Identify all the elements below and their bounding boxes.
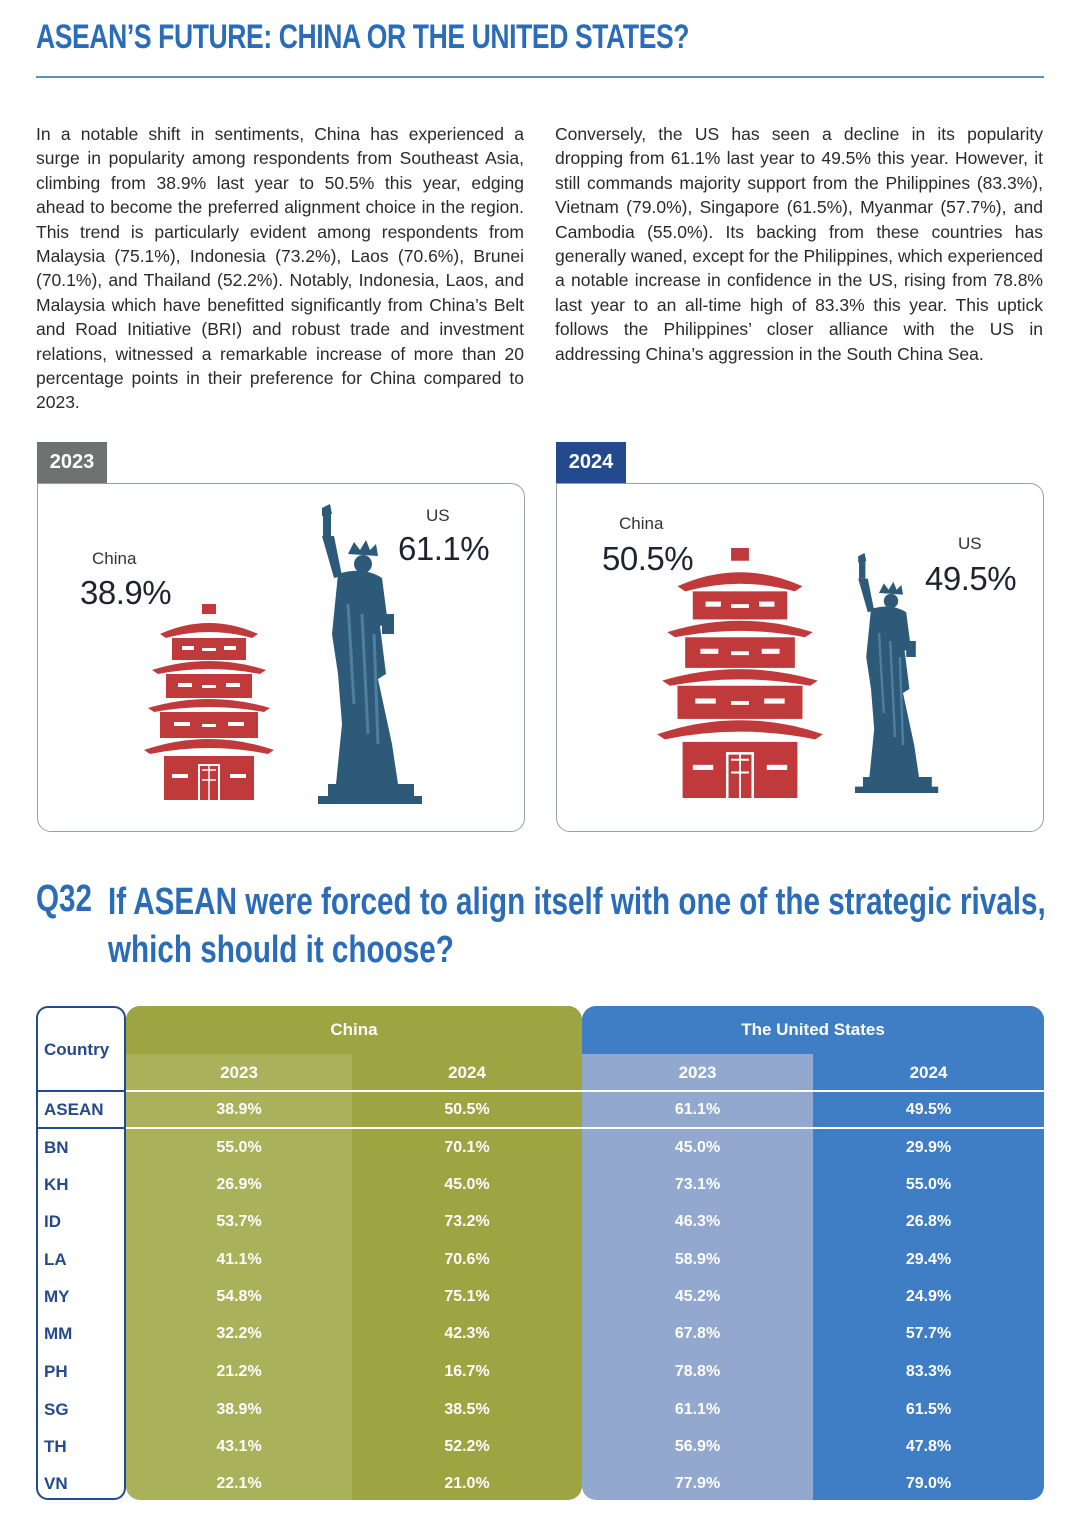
table-cell: 16.7% xyxy=(444,1363,490,1380)
table-cell: 75.1% xyxy=(444,1288,490,1305)
china-value-2024: 50.5% xyxy=(602,540,694,577)
us-value-2024: 49.5% xyxy=(925,560,1017,597)
table-cell: 61.1% xyxy=(674,1401,721,1418)
row-country: MY xyxy=(44,1287,70,1306)
table-cell: 45.0% xyxy=(444,1176,490,1193)
table-cell: 55.0% xyxy=(905,1176,952,1193)
us-label-2024: US xyxy=(958,534,982,553)
table-cell: 38.9% xyxy=(216,1101,262,1118)
row-country: PH xyxy=(44,1362,68,1381)
table-cell: 43.1% xyxy=(216,1438,262,1455)
table-cell: 57.7% xyxy=(905,1325,952,1342)
table-cell: 29.4% xyxy=(905,1251,952,1268)
table-cell: 50.5% xyxy=(444,1101,490,1118)
table-cell: 79.0% xyxy=(905,1475,952,1492)
year-tab-2023: 2023 xyxy=(37,442,107,483)
page-title: ASEAN’S FUTURE: CHINA OR THE UNITED STATES? xyxy=(36,18,690,56)
table-cell: 46.3% xyxy=(674,1213,721,1230)
table-cell: 26.8% xyxy=(905,1213,952,1230)
asean-divider xyxy=(36,1127,1044,1129)
us-header: The United States xyxy=(741,1020,885,1039)
table-cell: 38.5% xyxy=(444,1401,490,1418)
table-cell: 32.2% xyxy=(216,1325,262,1342)
china-value-2023: 38.9% xyxy=(80,574,172,611)
table-cell: 73.2% xyxy=(444,1213,490,1230)
intro-paragraph-china: In a notable shift in sentiments, China has experienced a surge in popularity among respondents from Southeast Asia, climbing from 38.9% last year to 50.5% this year, edging ahead to become the preferred alignment choice in the region. This trend is particularly evident among respondents from Malaysia (75.1%), Indonesia (73.2%), Laos (70.6%), Brunei (70.1%), and Thailand (52.2%). Notably, Indonesia, Laos, and Malaysia which have benefitted significantly from China’s Belt and Road Initiative (BRI) and robust trade and investment relations, witnessed a remarkable increase of more than 20 percentage points in their preference for China compared to 2023. xyxy=(36,124,524,413)
table-cell: 52.2% xyxy=(444,1438,490,1455)
china-label-2023: China xyxy=(92,549,137,568)
panel-2023 xyxy=(37,483,525,832)
panel-2024 xyxy=(556,483,1044,832)
row-country: LA xyxy=(44,1250,67,1269)
table-cell: 47.8% xyxy=(905,1438,952,1455)
table-cell: 70.6% xyxy=(444,1251,490,1268)
row-country: ASEAN xyxy=(44,1100,104,1119)
table-cell: 78.8% xyxy=(674,1363,721,1380)
table-cell: 22.1% xyxy=(216,1475,262,1492)
country-header: Country xyxy=(44,1040,110,1059)
question-line-1: If ASEAN were forced to align itself with one of the strategic rivals, xyxy=(108,881,1046,923)
table-cell: 83.3% xyxy=(905,1363,952,1380)
table-cell: 56.9% xyxy=(674,1438,721,1455)
table-cell: 77.9% xyxy=(674,1475,721,1492)
country-header-divider xyxy=(36,1090,126,1092)
question-text xyxy=(108,878,1046,974)
us-label-2023: US xyxy=(426,506,450,525)
us-2024-header: 2024 xyxy=(909,1063,948,1082)
pagoda-icon xyxy=(657,548,823,798)
row-country: SG xyxy=(44,1400,69,1419)
row-country: BN xyxy=(44,1138,69,1157)
row-country: KH xyxy=(44,1175,69,1194)
question-line-2: which should it choose? xyxy=(108,929,454,971)
year-tab-2024: 2024 xyxy=(556,442,626,483)
country-asean-divider xyxy=(36,1127,126,1129)
china-2024-header: 2024 xyxy=(448,1063,486,1082)
us-value-2023: 61.1% xyxy=(398,530,490,567)
table-cell: 54.8% xyxy=(216,1288,262,1305)
table-cell: 38.9% xyxy=(216,1401,262,1418)
us-2023-header: 2023 xyxy=(678,1063,717,1082)
table-cell: 55.0% xyxy=(216,1139,262,1156)
row-country: ID xyxy=(44,1212,61,1231)
table-cell: 45.0% xyxy=(674,1139,721,1156)
table-cell: 73.1% xyxy=(674,1176,721,1193)
row-country: MM xyxy=(44,1324,73,1343)
table-cell: 61.5% xyxy=(905,1401,952,1418)
china-2023-header: 2023 xyxy=(220,1063,258,1082)
table-cell: 70.1% xyxy=(444,1139,490,1156)
table-cell: 21.0% xyxy=(444,1475,490,1492)
table-cell: 45.2% xyxy=(674,1288,721,1305)
statue-of-liberty-icon xyxy=(847,548,943,798)
table-cell: 58.9% xyxy=(674,1251,721,1268)
title-divider xyxy=(36,76,1044,78)
row-country: TH xyxy=(44,1437,67,1456)
intro-paragraph-us: Conversely, the US has seen a decline in its popularity dropping from 61.1% last year to 49.5% this year. However, it still commands majority support from the Philippines (83.3%), Vietnam (79.0%), Singapore (61.5%), Myanmar (57.7%), and Cambodia (55.0%). Its backing from these countries has generally waned, except for the Philippines, which experienced a notable increase in confidence in the US, rising from 78.8% last year to an all-time high of 83.3% this year. This uptick follows the Philippines’ closer alliance with the US in addressing China’s aggression in the South China Sea. xyxy=(555,124,1043,364)
table-cell: 41.1% xyxy=(216,1251,262,1268)
table-cell: 42.3% xyxy=(444,1325,490,1342)
china-header: China xyxy=(330,1020,378,1039)
table-cell: 67.8% xyxy=(674,1325,721,1342)
question-number: Q32 xyxy=(36,878,93,920)
pagoda-icon xyxy=(144,604,274,800)
table-cell: 24.9% xyxy=(905,1288,952,1305)
table-cell: 29.9% xyxy=(905,1139,952,1156)
statue-of-liberty-icon xyxy=(308,504,428,804)
table-cell: 26.9% xyxy=(216,1176,262,1193)
china-label-2024: China xyxy=(619,514,664,533)
table-cell: 61.1% xyxy=(674,1101,721,1118)
header-divider xyxy=(36,1090,1044,1092)
table-cell: 21.2% xyxy=(216,1363,262,1380)
table-cell: 53.7% xyxy=(216,1213,262,1230)
row-country: VN xyxy=(44,1474,68,1493)
table-cell: 49.5% xyxy=(905,1101,952,1118)
alignment-table xyxy=(36,1006,1044,1500)
